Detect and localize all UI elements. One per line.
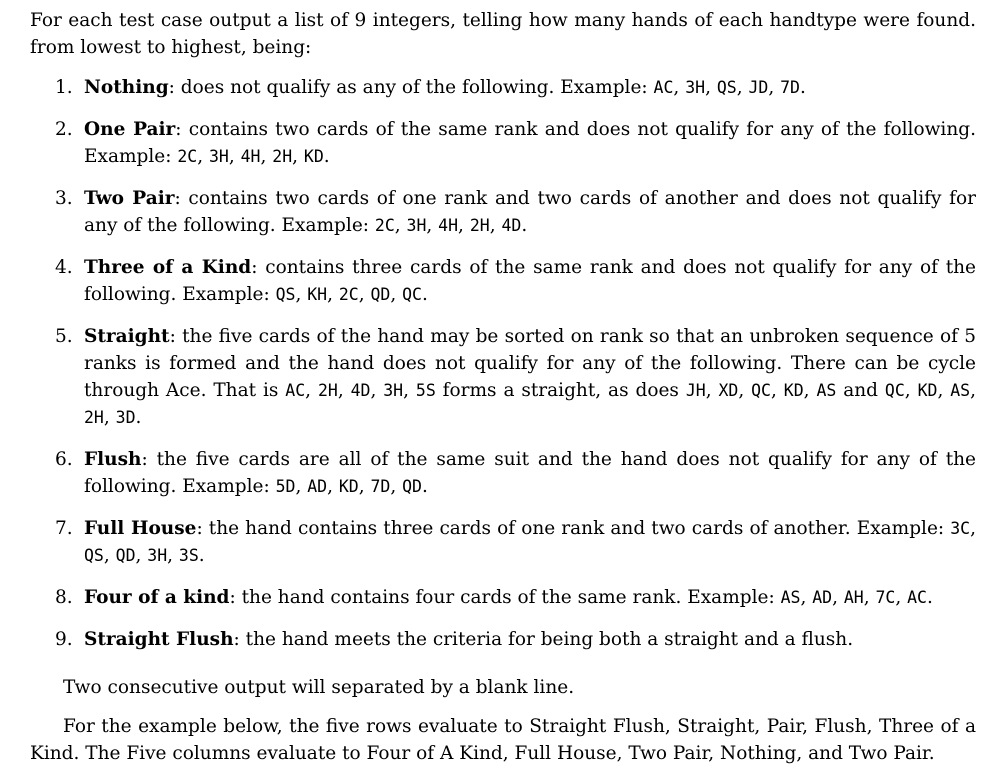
text-segment: , <box>863 587 876 608</box>
item-number: 7. <box>55 518 73 539</box>
card-code: QC <box>884 381 905 400</box>
item-number: 8. <box>55 587 73 608</box>
card-code: AC <box>907 588 927 607</box>
intro-paragraph: For each test case output a list of 9 integers, telling how many hands of each handtype were found. from lowest to highest, being: <box>30 10 976 58</box>
card-code: 2C <box>338 285 359 304</box>
handtype-term: One Pair <box>84 119 176 140</box>
text-segment: , <box>295 284 308 305</box>
card-code: AD <box>307 477 328 496</box>
card-code: 4H <box>438 216 459 235</box>
text-segment: , <box>736 77 749 98</box>
card-code: KD <box>303 147 324 166</box>
card-code: 7D <box>370 477 391 496</box>
text-segment: , <box>358 284 371 305</box>
text-segment: , <box>768 77 781 98</box>
text-segment: , <box>167 545 179 566</box>
card-code: 3D <box>115 408 136 427</box>
item-number: 1. <box>55 77 73 98</box>
item-text <box>84 116 976 170</box>
card-code: AS <box>816 381 837 400</box>
card-code: AC <box>285 381 306 400</box>
card-code: AD <box>812 588 833 607</box>
list-item-nothing <box>30 74 976 101</box>
card-code: AS <box>780 588 801 607</box>
item-number: 5. <box>55 326 73 347</box>
handtype-ordered-list <box>30 74 976 653</box>
text-segment: , <box>295 476 308 497</box>
card-code: QS <box>275 285 296 304</box>
card-code: 2H <box>469 216 490 235</box>
blank-line-note-paragraph: Two consecutive output will separated by a blank line. <box>63 677 575 698</box>
card-code: 3S <box>178 546 199 565</box>
text-segment: , <box>771 380 784 401</box>
card-code: 3H <box>406 216 427 235</box>
list-item-full-house <box>30 515 976 569</box>
list-item-two-pair <box>30 185 976 239</box>
list-item-straight-flush <box>30 626 976 653</box>
text-segment: , <box>904 380 918 401</box>
card-code: XD <box>718 381 739 400</box>
card-code: QD <box>402 477 422 496</box>
card-code: AS <box>950 381 971 400</box>
item-text <box>84 446 976 500</box>
list-item-one-pair <box>30 116 976 170</box>
card-code: 5S <box>415 381 436 400</box>
card-code: KD <box>917 381 938 400</box>
item-text <box>84 515 976 569</box>
list-item-four-of-a-kind <box>30 584 976 611</box>
text-segment: , <box>103 407 116 428</box>
text-segment: : does not qualify as any of the following. Example: <box>168 77 654 98</box>
item-text <box>84 584 976 611</box>
text-segment: , <box>260 146 273 167</box>
card-code: AH <box>843 588 864 607</box>
handtype-term: Four of a kind <box>84 587 230 608</box>
text-segment: : the hand meets the criteria for being both a straight and a flush. <box>233 629 854 650</box>
card-code: 3C <box>950 519 971 538</box>
card-code: 4H <box>240 147 261 166</box>
text-segment: , <box>403 380 416 401</box>
item-number: 6. <box>55 449 73 470</box>
text-segment: : the hand contains four cards of the same rank. Example: <box>229 587 781 608</box>
card-code: 2C <box>374 216 395 235</box>
card-code: QC <box>402 285 422 304</box>
list-item-straight <box>30 323 976 431</box>
card-code: KD <box>783 381 804 400</box>
text-segment: , <box>970 380 976 401</box>
text-segment: : the hand contains three cards of one rank and two cards of another. Example: <box>196 518 951 539</box>
example-summary-paragraph: For the example below, the five rows evaluate to Straight Flush, Straight, Pair, Flush, Three of a Kind. The Five columns evaluate to Four of A Kind, Full House, Two Pair, Nothing, and Two Pair. <box>30 716 976 764</box>
item-text <box>84 323 976 431</box>
text-segment: , <box>489 215 502 236</box>
text-segment: : contains two cards of the same rank and does not qualify for any of the following. Example: <box>84 119 976 167</box>
text-segment: : contains three cards of the same rank and does not qualify for any of the following. Example: <box>84 257 976 305</box>
text-segment: , <box>197 146 209 167</box>
text-segment: , <box>803 380 817 401</box>
handtype-term: Flush <box>84 449 142 470</box>
text-segment: , <box>327 284 339 305</box>
text-segment: . <box>521 215 528 236</box>
text-segment: , <box>458 215 470 236</box>
text-segment: . <box>799 77 806 98</box>
card-code: 4D <box>350 381 371 400</box>
list-item-flush <box>30 446 976 500</box>
text-segment: . <box>422 284 428 305</box>
card-code: 7D <box>780 78 800 97</box>
handtype-term: Two Pair <box>84 188 175 209</box>
card-code: KH <box>307 285 328 304</box>
text-segment: , <box>228 146 241 167</box>
card-code: 2H <box>317 381 338 400</box>
text-segment: , <box>970 518 977 539</box>
text-segment: , <box>832 587 844 608</box>
card-code: JD <box>748 78 769 97</box>
item-text <box>84 185 976 239</box>
text-segment: . <box>198 545 205 566</box>
item-text <box>84 626 976 653</box>
text-segment: : contains two cards of one rank and two cards of another and does not qualify for any of the following. Example: <box>84 188 976 236</box>
card-code: 2H <box>272 147 293 166</box>
card-code: QS <box>84 546 104 565</box>
card-code: 3H <box>685 78 706 97</box>
text-segment: , <box>327 476 339 497</box>
card-code: QC <box>751 381 771 400</box>
card-code: 2H <box>84 408 104 427</box>
text-segment: , <box>337 380 351 401</box>
text-segment: , <box>738 380 752 401</box>
item-text <box>84 254 976 308</box>
text-segment: . <box>927 587 933 608</box>
card-code: 3H <box>383 381 404 400</box>
card-code: AC <box>653 78 674 97</box>
text-segment: , <box>895 587 908 608</box>
text-segment: forms a straight, as does <box>435 380 686 401</box>
text-segment: , <box>103 545 116 566</box>
card-code: QD <box>370 285 391 304</box>
item-number: 9. <box>55 629 73 650</box>
handtype-term: Straight <box>84 326 170 347</box>
item-text <box>84 74 976 101</box>
item-number: 4. <box>55 257 73 278</box>
text-segment: . <box>135 407 142 428</box>
handtype-term: Three of a Kind <box>84 257 252 278</box>
text-segment: , <box>370 380 384 401</box>
card-code: 7C <box>875 588 896 607</box>
text-segment: , <box>705 380 719 401</box>
text-segment: , <box>390 284 403 305</box>
card-code: 5D <box>275 477 296 496</box>
text-segment: and <box>836 380 885 401</box>
card-code: 3H <box>147 546 168 565</box>
text-segment: , <box>800 587 813 608</box>
text-segment: , <box>426 215 439 236</box>
item-number: 3. <box>55 188 73 209</box>
text-segment: , <box>292 146 304 167</box>
card-code: QD <box>115 546 136 565</box>
text-segment: , <box>705 77 717 98</box>
text-segment: . <box>323 146 330 167</box>
card-code: 3H <box>208 147 229 166</box>
list-item-three-of-a-kind <box>30 254 976 308</box>
text-segment: . <box>422 476 428 497</box>
card-code: 4D <box>501 216 522 235</box>
card-code: 2C <box>177 147 198 166</box>
text-segment: , <box>673 77 686 98</box>
item-number: 2. <box>55 119 73 140</box>
text-segment: , <box>305 380 318 401</box>
text-segment: , <box>135 545 148 566</box>
text-segment: , <box>937 380 951 401</box>
text-segment: : the five cards of the hand may be sorted on rank so that an unbroken sequence of 5 ranks is formed and the hand does not qualify for any of the following. There can be cycle through Ace. That is <box>84 326 976 401</box>
text-segment: : the five cards are all of the same suit and the hand does not qualify for any of the following. Example: <box>84 449 976 497</box>
handtype-term: Full House <box>84 518 197 539</box>
handtype-term: Straight Flush <box>84 629 234 650</box>
card-code: QS <box>716 78 737 97</box>
card-code: JH <box>685 381 706 400</box>
handtype-term: Nothing <box>84 77 169 98</box>
text-segment: , <box>358 476 371 497</box>
text-segment: , <box>390 476 403 497</box>
text-segment: , <box>394 215 407 236</box>
card-code: KD <box>338 477 359 496</box>
